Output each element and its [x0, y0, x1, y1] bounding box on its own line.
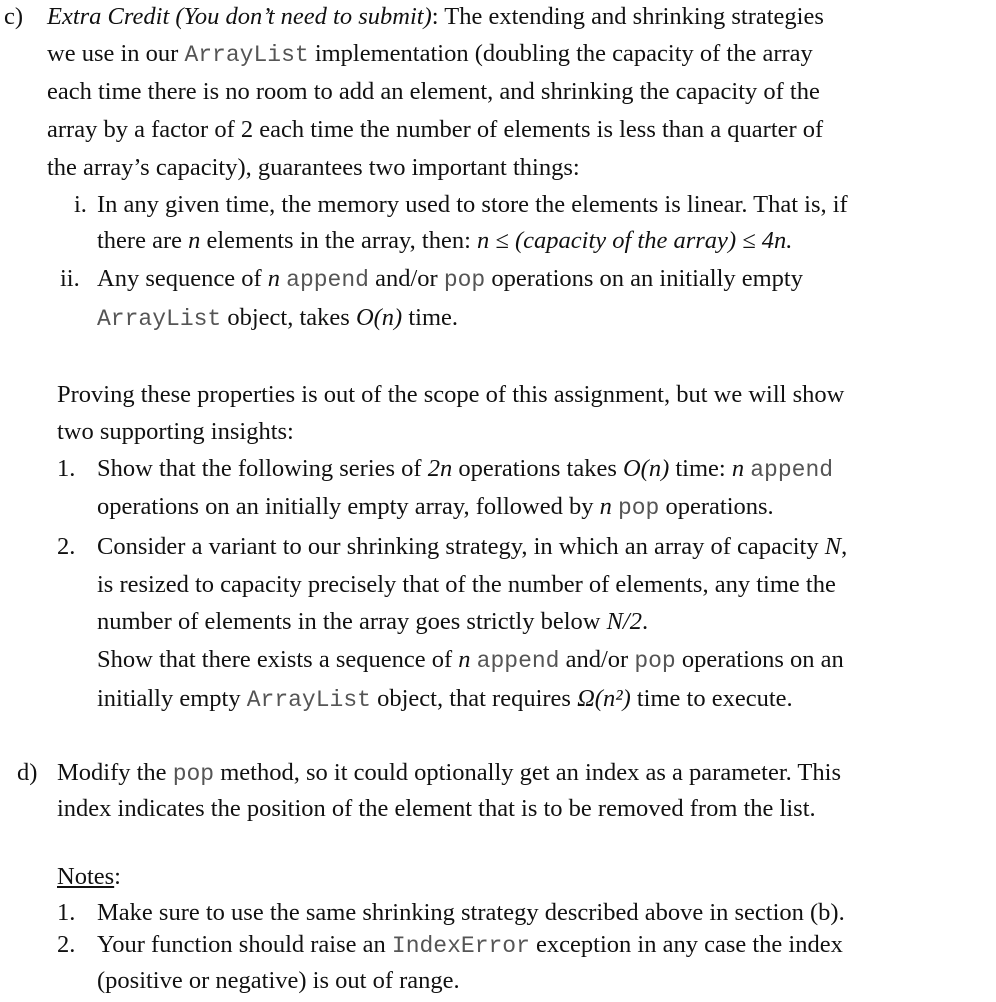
section-d-line-2: index indicates the position of the element that is to be removed from the list.: [57, 795, 816, 822]
insight-1-line-2: operations on an initially empty array, followed by n pop operations.: [97, 493, 774, 521]
proving-line-2: two supporting insights:: [57, 418, 294, 445]
insight-2-line-2: is resized to capacity precisely that of the number of elements, any time the: [97, 571, 836, 598]
code-pop: pop: [634, 648, 676, 674]
note-2-line-1: Your function should raise an IndexError exception in any case the index: [97, 931, 843, 959]
section-c-line-3: each time there is no room to add an element, and shrinking the capacity of the: [47, 78, 820, 105]
code-append: append: [476, 648, 560, 674]
code-pop: pop: [617, 495, 660, 521]
note-2-line-2: (positive or negative) is out of range.: [97, 967, 460, 994]
insight-1-label: 1.: [57, 455, 76, 482]
insight-1-line-1: Show that the following series of 2n operations takes O(n) time: n append: [97, 455, 834, 483]
item-i-label: i.: [74, 191, 87, 218]
section-c-line-2: we use in our ArrayList implementation (doubling the capacity of the array: [47, 40, 813, 68]
insight-2-label: 2.: [57, 533, 76, 560]
code-append: append: [286, 267, 369, 293]
code-arraylist: ArrayList: [184, 42, 309, 68]
code-arraylist: ArrayList: [97, 306, 222, 332]
section-c-line-5: the array’s capacity), guarantees two important things:: [47, 154, 580, 181]
note-1-text: Make sure to use the same shrinking strategy described above in section (b).: [97, 899, 845, 926]
code-append: append: [750, 457, 834, 483]
insight-2-line-5: initially empty ArrayList object, that requires Ω(n²) time to execute.: [97, 685, 793, 713]
omega-n-squared: Ω(n²): [577, 685, 631, 712]
proving-line-1: Proving these properties is out of the scope of this assignment, but we will show: [57, 381, 845, 408]
item-ii-line-1: Any sequence of n append and/or pop operations on an initially empty: [97, 265, 803, 293]
notes-title: Notes: [57, 863, 115, 890]
note-1-label: 1.: [57, 899, 76, 926]
insight-2-line-1: Consider a variant to our shrinking strategy, in which an array of capacity N,: [97, 533, 848, 560]
section-c-label: c): [4, 3, 24, 30]
insight-2-line-3: number of elements in the array goes strictly below N/2.: [97, 608, 649, 635]
section-d-label: d): [17, 759, 38, 786]
item-i-line-2: there are n elements in the array, then: n ≤ (capacity of the array) ≤ 4n.: [97, 227, 793, 254]
section-d-line-1: Modify the pop method, so it could optionally get an index as a parameter. This: [57, 759, 841, 787]
section-c-line-1: Extra Credit (You don’t need to submit): The extending and shrinking strategies: [47, 3, 824, 30]
insight-2-line-4: Show that there exists a sequence of n append and/or pop operations on an: [97, 646, 844, 674]
item-ii-label: ii.: [60, 265, 80, 292]
code-arraylist: ArrayList: [246, 687, 371, 713]
item-i-line-1: In any given time, the memory used to store the elements is linear. That is, if: [97, 191, 848, 218]
notes-heading: Notes:: [57, 863, 121, 890]
code-pop: pop: [172, 761, 215, 787]
code-indexerror: IndexError: [391, 933, 530, 959]
capacity-inequality: n ≤ (capacity of the array) ≤ 4n.: [477, 227, 793, 254]
item-ii-line-2: ArrayList object, takes O(n) time.: [97, 304, 458, 332]
section-c-title: Extra Credit (You don’t need to submit): [47, 3, 432, 30]
code-pop: pop: [443, 267, 486, 293]
section-c-line-4: array by a factor of 2 each time the number of elements is less than a quarter of: [47, 116, 824, 143]
note-2-label: 2.: [57, 931, 76, 958]
